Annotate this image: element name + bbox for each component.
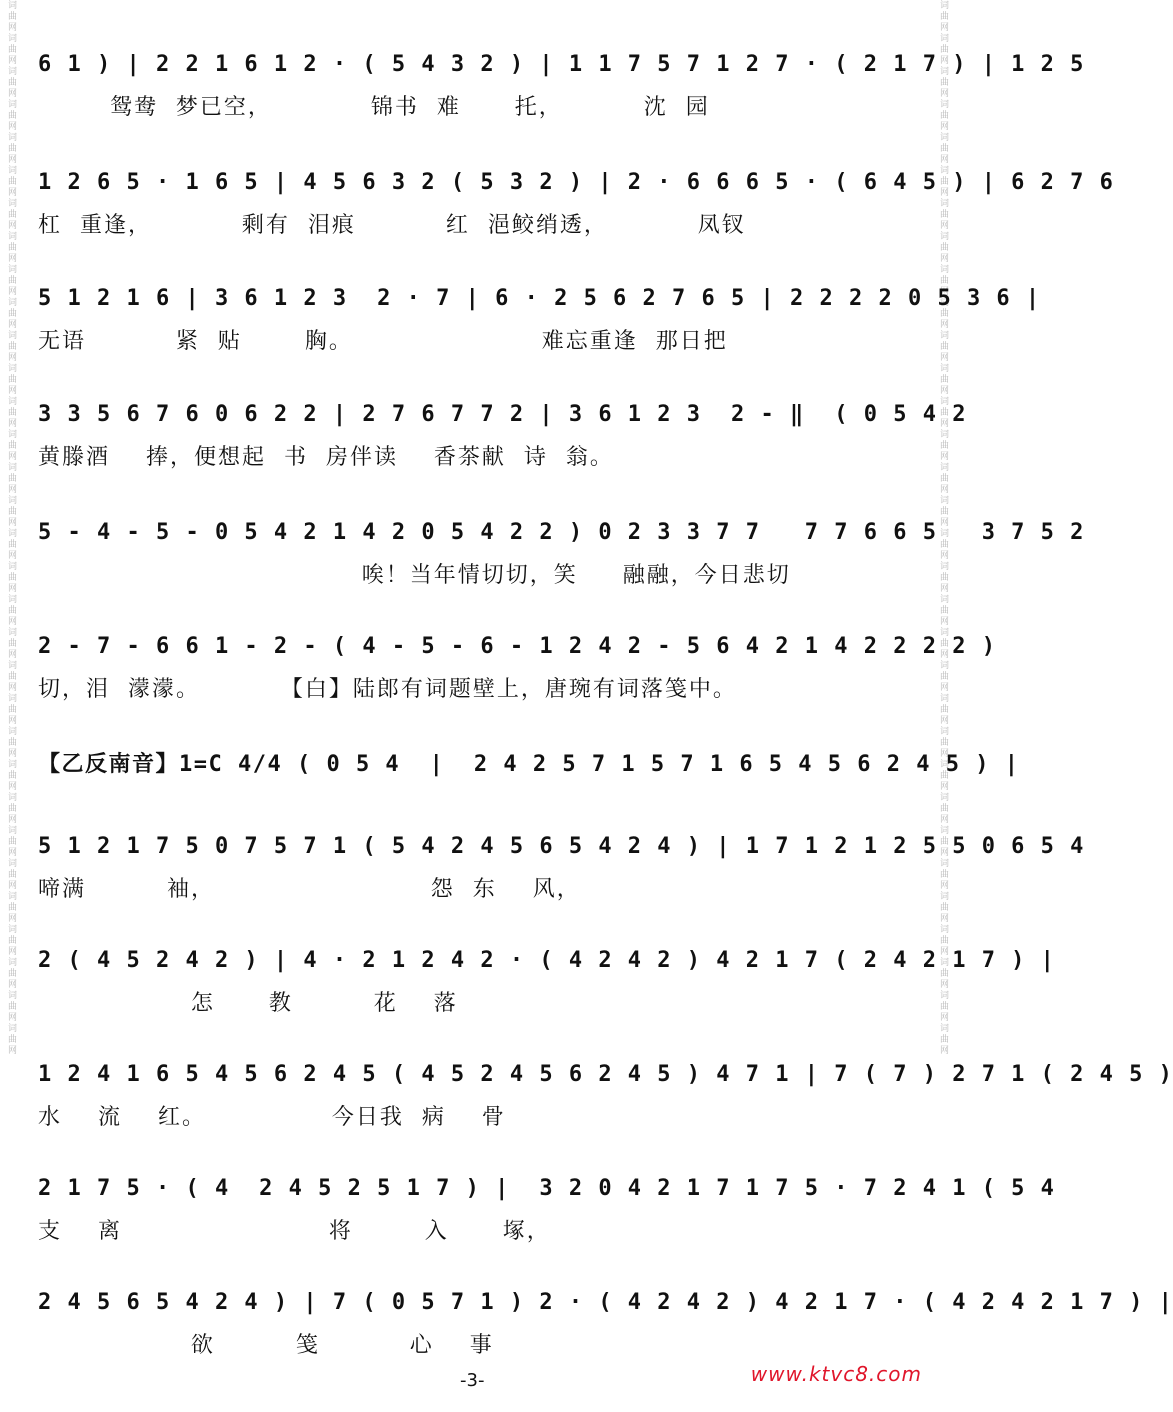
jianpu-notes: 【乙反南音】1=C 4/4 ( 0 5 4 | 2 4 2 5 7 1 5 7 1 6 5 4 5 6 2 4 5 ) |	[38, 752, 1020, 777]
jianpu-notes: 2 1 7 5 · ( 4 2 4 5 2 5 1 7 ) | 3 2 0 4 2 1 7 1 7 5 · 7 2 4 1 ( 5 4	[38, 1176, 1056, 1201]
site-url-link[interactable]: www.ktvc8.com	[750, 1362, 922, 1386]
jianpu-notes: 5 1 2 1 7 5 0 7 5 7 1 ( 5 4 2 4 5 6 5 4 2 4 ) | 1 7 1 2 1 2 5 5 0 6 5 4	[38, 834, 1085, 859]
jianpu-notes: 2 - 7 - 6 6 1 - 2 - ( 4 - 5 - 6 - 1 2 4 2 - 5 6 4 2 1 4 2 2 2 2 )	[38, 634, 997, 659]
watermark-right: 词曲网词曲网词曲网词曲网词曲网词曲网词曲网词曲网词曲网词曲网词曲网词曲网词曲网词曲网词曲网词曲网词曲网词曲网词曲网词曲网词曲网词曲网词曲网词曲网词曲网词曲网词曲网词曲网词曲网词曲网词曲网词曲网	[938, 0, 948, 1056]
jianpu-notes: 1 2 4 1 6 5 4 5 6 2 4 5 ( 4 5 2 4 5 6 2 4 5 ) 4 7 1 | 7 ( 7 ) 2 7 1 ( 2 4 5 )	[38, 1062, 1173, 1087]
lyrics-line: 黄滕酒 捧，便想起 书 房伴读 香茶献 诗 翁。	[38, 445, 614, 470]
lyrics-line: 鸳鸯 梦已空， 锦书 难 托， 沈 园	[38, 95, 710, 120]
lyrics-line: 杠 重逢， 剩有 泪痕 红 浥鲛绡透， 凤钗	[38, 213, 746, 238]
lyrics-line: 唉！当年情切切，笑 融融，今日悲切	[38, 563, 791, 588]
jianpu-notes: 3 3 5 6 7 6 0 6 2 2 | 2 7 6 7 7 2 | 3 6 1 2 3 2 - ‖ ( 0 5 4 2	[38, 402, 967, 427]
jianpu-notes: 2 ( 4 5 2 4 2 ) | 4 · 2 1 2 4 2 · ( 4 2 4 2 ) 4 2 1 7 ( 2 4 2 1 7 ) |	[38, 948, 1056, 973]
lyrics-line: 啼满 袖， 怨 东 风，	[38, 877, 581, 902]
watermark-left: 词曲网词曲网词曲网词曲网词曲网词曲网词曲网词曲网词曲网词曲网词曲网词曲网词曲网词曲网词曲网词曲网词曲网词曲网词曲网词曲网词曲网词曲网词曲网词曲网词曲网词曲网词曲网词曲网词曲网词曲网词曲网词曲网	[6, 0, 16, 1056]
jianpu-notes: 5 - 4 - 5 - 0 5 4 2 1 4 2 0 5 4 2 2 ) 0 2 3 3 7 7 7 7 6 6 5 3 7 5 2	[38, 520, 1085, 545]
page-number: -3-	[460, 1370, 485, 1391]
lyrics-line: 切，泪 濛濛。 【白】陆郎有词题壁上，唐琬有词落笺中。	[38, 677, 737, 702]
jianpu-notes: 1 2 6 5 · 1 6 5 | 4 5 6 3 2 ( 5 3 2 ) | 2 · 6 6 6 5 · ( 6 4 5 ) | 6 2 7 6	[38, 170, 1115, 195]
lyrics-line: 支 离 将 入 塚，	[38, 1219, 551, 1244]
lyrics-line: 水 流 红。 今日我 病 骨	[38, 1105, 506, 1130]
lyrics-line: 无语 紧 贴 胸。 难忘重逢 那日把	[38, 329, 728, 354]
lyrics-line: 怎 教 花 落	[38, 991, 458, 1016]
lyrics-line: 欲 笺 心 事	[38, 1333, 494, 1358]
jianpu-notes: 5 1 2 1 6 | 3 6 1 2 3 2 · 7 | 6 · 2 5 6 2 7 6 5 | 2 2 2 2 0 5 3 6 |	[38, 286, 1041, 311]
jianpu-notes: 2 4 5 6 5 4 2 4 ) | 7 ( 0 5 7 1 ) 2 · ( 4 2 4 2 ) 4 2 1 7 · ( 4 2 4 2 1 7 ) |	[38, 1290, 1173, 1315]
jianpu-notes: 6 1 ) | 2 2 1 6 1 2 · ( 5 4 3 2 ) | 1 1 7 5 7 1 2 7 · ( 2 1 7 ) | 1 2 5	[38, 52, 1085, 77]
